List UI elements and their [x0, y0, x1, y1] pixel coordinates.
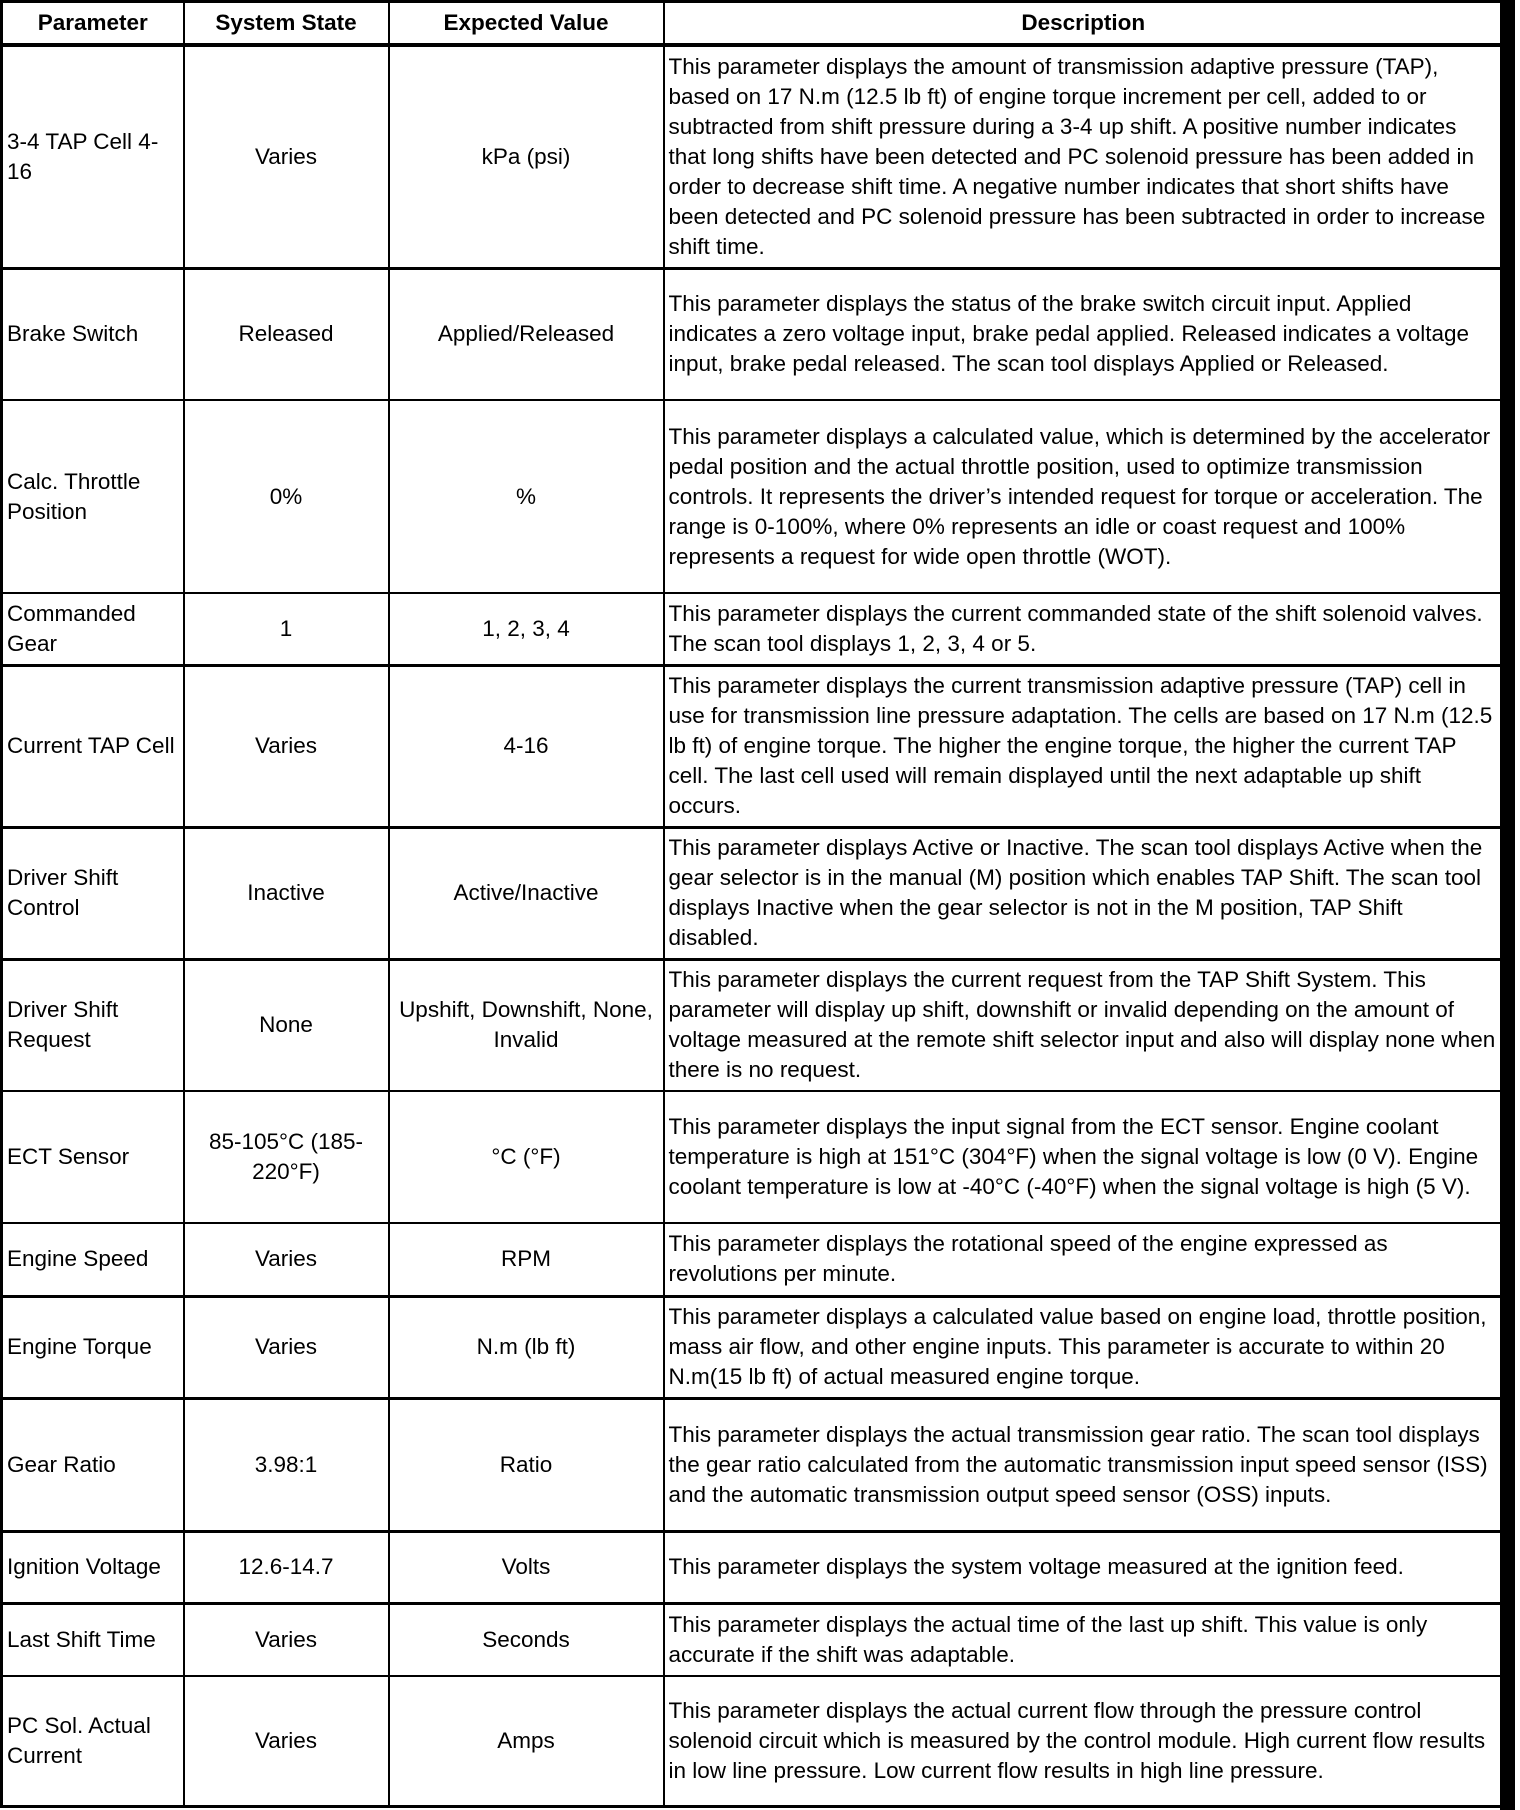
header-row — [2, 2, 1504, 46]
cell-parameter: Brake Switch — [2, 268, 184, 400]
table-row — [2, 1296, 1504, 1398]
table-row — [2, 1223, 1504, 1296]
cell-expected-value: °C (°F) — [389, 1091, 664, 1223]
cell-parameter: Ignition Voltage — [2, 1531, 184, 1603]
cell-description: This parameter displays the current commanded state of the shift solenoid valves. The scan tool displays 1, 2, 3, 4 or 5. — [664, 593, 1504, 665]
cell-expected-value: Volts — [389, 1531, 664, 1603]
cell-system-state: Varies — [184, 45, 389, 268]
cell-description: This parameter displays the amount of transmission adaptive pressure (TAP), based on 17 N.m (12.5 lb ft) of engine torque increment per cell, added to or subtracted from shift pressure during a 3-4 up shift. A positive number indicates that long shifts have been detected and PC solenoid pressure has been added in order to decrease shift time. A negative number indicates that short shifts have been detected and PC solenoid pressure has been subtracted in order to increase shift time. — [664, 45, 1504, 268]
cell-expected-value: Active/Inactive — [389, 827, 664, 959]
cell-system-state: 3.98:1 — [184, 1398, 389, 1531]
table-row — [2, 268, 1504, 400]
table-row — [2, 1603, 1504, 1676]
cell-expected-value: Seconds — [389, 1603, 664, 1676]
table-row — [2, 959, 1504, 1091]
cell-description: This parameter displays the actual current flow through the pressure control solenoid circuit which is measured by the control module. High current flow results in low line pressure. Low current flow results in high line pressure. — [664, 1676, 1504, 1806]
cell-description: This parameter displays a calculated value based on engine load, throttle position, mass air flow, and other engine inputs. This parameter is accurate to within 20 N.m(15 lb ft) of actual measured engine torque. — [664, 1296, 1504, 1398]
cell-expected-value: kPa (psi) — [389, 45, 664, 268]
header-description: Description — [664, 2, 1504, 46]
cell-system-state: Varies — [184, 1676, 389, 1806]
cell-system-state: 85-105°C (185-220°F) — [184, 1091, 389, 1223]
cell-expected-value: N.m (lb ft) — [389, 1296, 664, 1398]
cell-parameter: PC Sol. Actual Current — [2, 1676, 184, 1806]
cell-expected-value: Applied/Released — [389, 268, 664, 400]
cell-expected-value: Ratio — [389, 1398, 664, 1531]
cell-parameter: ECT Sensor — [2, 1091, 184, 1223]
header-system-state: System State — [184, 2, 389, 46]
table-row — [2, 665, 1504, 827]
header-expected-value: Expected Value — [389, 2, 664, 46]
table-row — [2, 400, 1504, 593]
cell-parameter: Calc. Throttle Position — [2, 400, 184, 593]
cell-description: This parameter displays the system voltage measured at the ignition feed. — [664, 1531, 1504, 1603]
cell-expected-value: Upshift, Downshift, None, Invalid — [389, 959, 664, 1091]
cell-parameter: 3-4 TAP Cell 4-16 — [2, 45, 184, 268]
cell-expected-value: 1, 2, 3, 4 — [389, 593, 664, 665]
cell-system-state: Released — [184, 268, 389, 400]
cell-description: This parameter displays the rotational speed of the engine expressed as revolutions per minute. — [664, 1223, 1504, 1296]
table-row — [2, 45, 1504, 268]
cell-description: This parameter displays Active or Inactive. The scan tool displays Active when the gear selector is in the manual (M) position which enables TAP Shift. The scan tool displays Inactive when the gear selector is not in the M position, TAP Shift disabled. — [664, 827, 1504, 959]
cell-system-state: 0% — [184, 400, 389, 593]
cell-system-state: Varies — [184, 1223, 389, 1296]
cell-system-state: Varies — [184, 1296, 389, 1398]
cell-system-state: 1 — [184, 593, 389, 665]
cell-description: This parameter displays a calculated value, which is determined by the accelerator pedal position and the actual throttle position, used to optimize transmission controls. It represents the driver’s intended request for torque or acceleration. The range is 0-100%, where 0% represents an idle or coast request and 100% represents a request for wide open throttle (WOT). — [664, 400, 1504, 593]
cell-parameter: Current TAP Cell — [2, 665, 184, 827]
header-parameter: Parameter — [2, 2, 184, 46]
cell-parameter: Driver Shift Request — [2, 959, 184, 1091]
cell-system-state: None — [184, 959, 389, 1091]
cell-description: This parameter displays the current transmission adaptive pressure (TAP) cell in use for transmission line pressure adaptation. The cells are based on 17 N.m (12.5 lb ft) of engine torque. The higher the engine torque, the higher the current TAP cell. The last cell used will remain displayed until the next adaptable up shift occurs. — [664, 665, 1504, 827]
cell-parameter: Gear Ratio — [2, 1398, 184, 1531]
table-row — [2, 1398, 1504, 1531]
cell-system-state: 12.6-14.7 — [184, 1531, 389, 1603]
table-row — [2, 593, 1504, 665]
cell-parameter: Engine Torque — [2, 1296, 184, 1398]
cell-system-state: Inactive — [184, 827, 389, 959]
table-row — [2, 1676, 1504, 1806]
table-row — [2, 1091, 1504, 1223]
cell-parameter: Commanded Gear — [2, 593, 184, 665]
cell-expected-value: RPM — [389, 1223, 664, 1296]
cell-parameter: Last Shift Time — [2, 1603, 184, 1676]
cell-parameter: Engine Speed — [2, 1223, 184, 1296]
cell-description: This parameter displays the input signal from the ECT sensor. Engine coolant temperature is high at 151°C (304°F) when the signal voltage is low (0 V). Engine coolant temperature is low at -40°C (-40°F) when the signal voltage is high (5 V). — [664, 1091, 1504, 1223]
cell-description: This parameter displays the actual time of the last up shift. This value is only accurate if the shift was adaptable. — [664, 1603, 1504, 1676]
cell-system-state: Varies — [184, 665, 389, 827]
cell-parameter: Driver Shift Control — [2, 827, 184, 959]
cell-description: This parameter displays the actual transmission gear ratio. The scan tool displays the gear ratio calculated from the automatic transmission input speed sensor (ISS) and the automatic transmission output speed sensor (OSS) inputs. — [664, 1398, 1504, 1531]
cell-system-state: Varies — [184, 1603, 389, 1676]
cell-expected-value: 4-16 — [389, 665, 664, 827]
cell-expected-value: % — [389, 400, 664, 593]
table-row — [2, 827, 1504, 959]
cell-description: This parameter displays the current request from the TAP Shift System. This parameter will display up shift, downshift or invalid depending on the amount of voltage measured at the remote shift selector input and also will display none when there is no request. — [664, 959, 1504, 1091]
cell-description: This parameter displays the status of the brake switch circuit input. Applied indicates a zero voltage input, brake pedal applied. Released indicates a voltage input, brake pedal released. The scan tool displays Applied or Released. — [664, 268, 1504, 400]
cell-expected-value: Amps — [389, 1676, 664, 1806]
table-row — [2, 1531, 1504, 1603]
